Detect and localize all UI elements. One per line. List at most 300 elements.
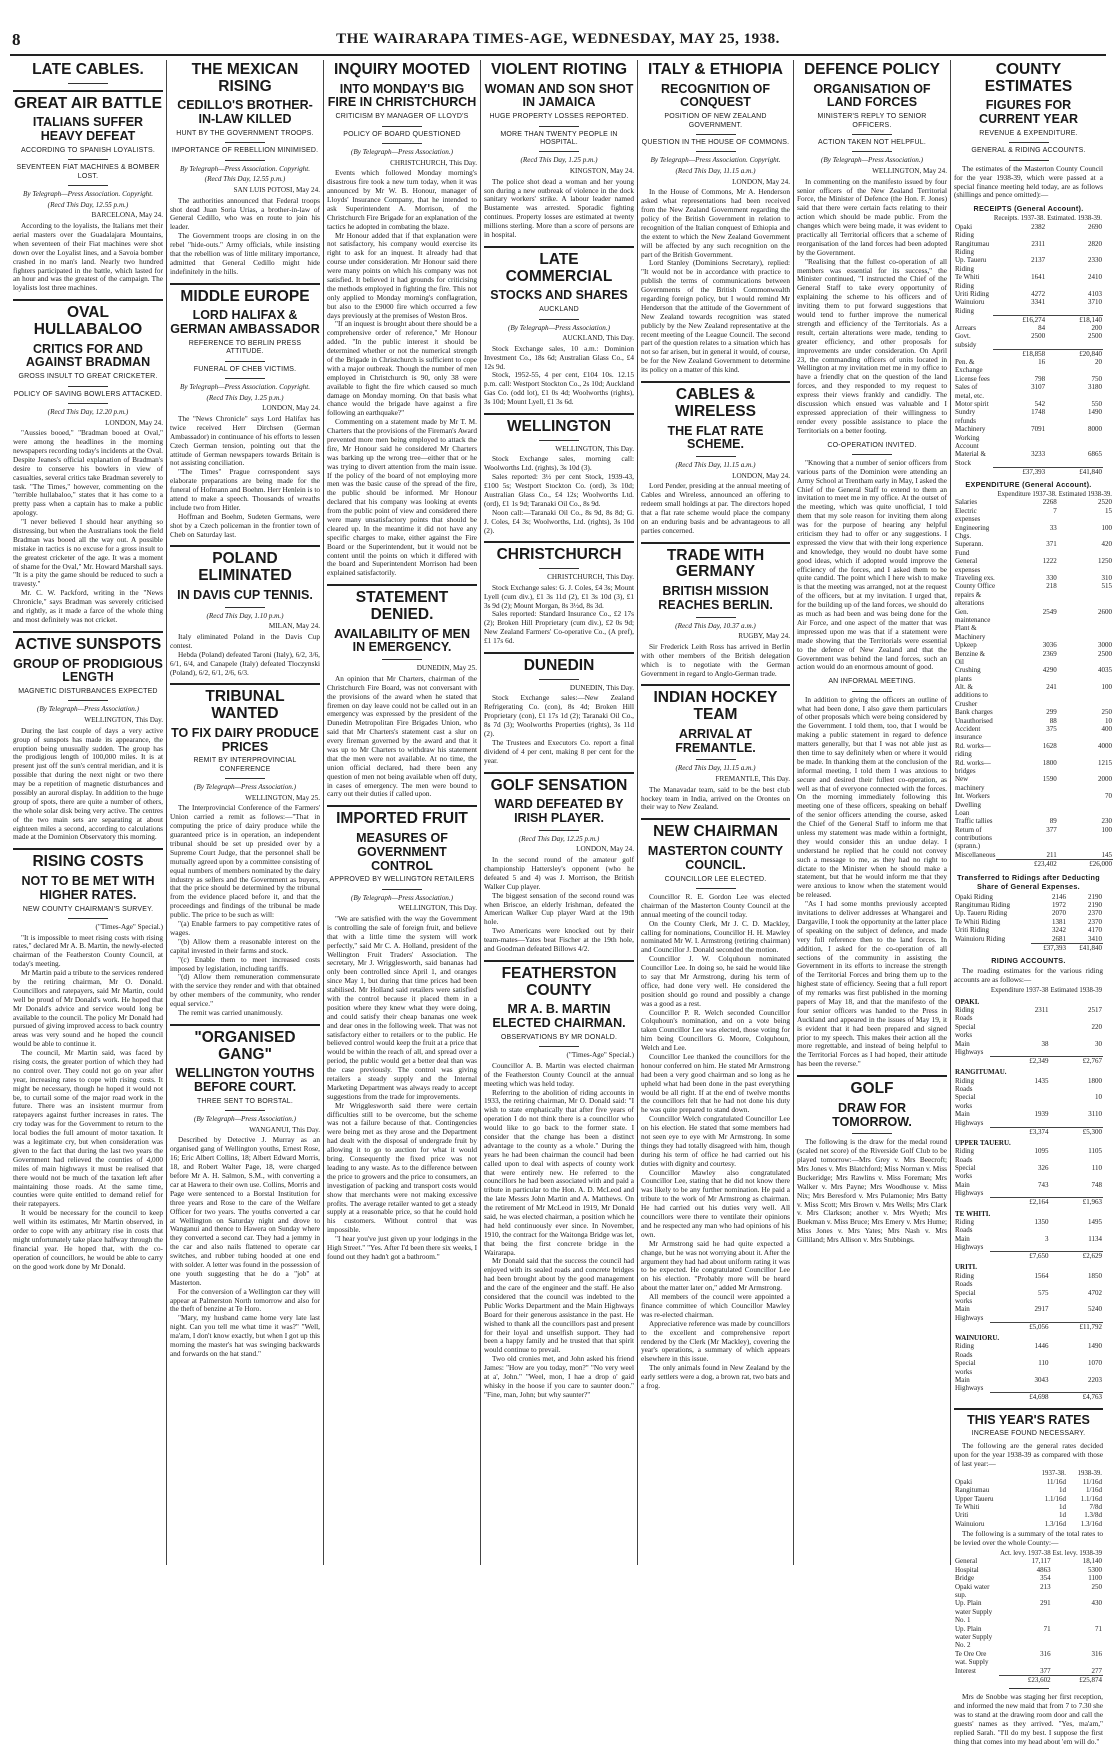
table-row [954,557,1113,574]
paragraph: It would be necessary for the council to keep well within its estimates, Mr Martin observed, in order to cope with any arbitrary rise in costs that might unfortunately take place halfway through the financial year. He hoped that, with the co-operation of councillors, he would be able to carry on the good work done by Mr Donald. [13,1208,163,1271]
article-separator [641,684,790,686]
table-cell: 1972 [1052,901,1066,910]
paragraph: The authorities announced that Federal troops shot dead Juan Soria Urias, a brother-in-law of General Cedillo, who was en route to join his leader. [170,195,320,232]
dateline: By Telegraph—Press Association. Copyright. [22,190,154,199]
table-cell: Main Highways [955,1234,984,1252]
paragraph: Stock Exchange sales, 10 a.m.: Dominion Investment Co., 18s 6d; Australian Glass Co., £4 12s 9d. [484,343,634,371]
subhead: MEASURES OF GOVERNMENT CONTROL [356,831,448,873]
table-cell: 3110 [1088,1110,1102,1119]
table-row [954,1218,1103,1235]
paragraph: Lord Pender, presiding at the annual meeting of Cables and Wireless, announced an offering to redeem small holdings at par. The directors hoped that a flat rate scheme would place the company on an enduring basis and be advantageous to all parties concerned. [641,481,790,535]
table-cell: 4035 [1097,666,1112,675]
divider [68,386,108,387]
subhead: APPROVED BY WELLINGTON RETAILERS [329,876,475,884]
divider [382,889,422,890]
dateline: DUNEDIN, May 25. [416,664,477,673]
table-cell [954,860,996,869]
table-cell: £18,858 [993,349,1046,358]
table-cell: 310 [1101,573,1112,582]
table-cell: 30 [1095,1039,1102,1048]
table-row [954,1667,1103,1676]
divider [539,440,579,441]
table-cell: 2000 [1097,775,1112,784]
table-cell: Special works [955,1164,976,1181]
table-row [954,1342,1103,1359]
table-cell: Rangitumau Riding [955,239,990,256]
table-cell: 2146 [1052,892,1066,901]
column-header: Est. levy. 1938-39 [1052,1550,1102,1558]
article [327,811,477,1261]
article [641,62,790,375]
paragraph: The roading estimates for the various riding accounts are as follows:— [954,966,1103,985]
article-separator [484,541,634,543]
article [641,548,790,679]
article-separator [484,413,634,415]
dateline: LONDON, May 24. [732,471,790,480]
riding-name: URITI. [955,1263,977,1272]
table-cell: Special works [955,1022,976,1040]
table-cell: Main Highways [955,1180,984,1198]
table-cell [996,792,1057,817]
table-cell: Sales of metal, etc. [955,383,984,400]
table-cell: 1628 [1042,741,1057,750]
subhead: POLICY OF BOARD QUESTIONED [343,130,461,138]
table-row [954,1486,1103,1494]
dateline: LONDON, May 24. [262,404,320,413]
table-cell: £2,349 [990,1056,1050,1065]
dateline: WELLINGTON, This Day. [555,444,634,453]
column-2 [166,60,323,1565]
divider [852,454,892,455]
paragraph: Councillor Mawley also congratulated Councillor Lee, stating that he did not know there was likely to be any further nomination. He paid a tribute to the work of Mr Armstrong as chairman. He had carried out his duties very well. All councillors were there to ventilate their opinions and he respected any man who had opinions of his own. [641,1167,790,1239]
paragraph: Mr Donald said that the success the council had enjoyed with its sealed roads and concrete bridges had been brought about by the good management and the care of the engineer and the staff. He also considered that the council was indebted to the Public Works Department and the Main Highways Board for their generous assistance in the past. He wished to thank all the councillors past and present for their loyal and unselfish support. They had been a happy family and he trusted that that spirit would continue to prevail. [484,1256,634,1355]
article [327,62,477,578]
table-row [954,223,1103,240]
paragraph: "Mary, my husband came home very late last night. Can you tell me what time it was?" "Well, ma'am, I don't know exactly, but when I got up this morning the master's hat was swinging backwards and forwards on the hat stand." [170,1313,320,1358]
paragraph: The council, Mr Martin said, was faced by rising costs, the greater portion of which they had no control over. They could not go on year after year, increasing rates to cope with rising costs. It might be necessary, though he hoped it would not be, to curtail some of the major road work in the future. There was an insistent murmur from ratepayers against further increases in rates. The cry today was for the Government to return to the local bodies the full amount of motor taxation. It was a legitimate cry, but when consideration was given to the fact that during the last two years the Government had relieved the counties of 4,000 miles of main highways it must be realised that there would not be much of the taxation left after maintaining those roads. At the same time, counties were quite entitled to demand relief for their ratepayers. [13,1048,163,1209]
paragraph: Sales reported: Standard Insurance Co., £2 17s (2); Broken Hill Proprietary (cum div.), £2 0s 9d; New Zealand Farmers' Co-operative Co., (A pref), £1 17s 6d. [484,609,634,646]
paragraph: Mr. C. W. Packford, writing in the "News Chronicle," says Bradman was severely criticised and rightly, as it made a farce of the whole thing and most definitely was not cricket. [13,588,163,624]
masthead [10,28,1106,56]
table-cell: 2370 [1088,917,1102,926]
table-cell: Rd. works—riding [955,741,991,759]
headline: LATE COMMERCIAL [505,250,613,285]
paragraph: "It is impossible to meet rising costs with rising rates," declared Mr A. B. Martin, the newly-elected chairman of the Featherston County Council, at today's meeting. [13,932,163,969]
table-cell: 89 [1049,817,1057,826]
table-row [954,498,1113,506]
subhead: MINISTER'S REPLY TO SENIOR OFFICERS. [817,113,927,129]
paragraph: Noon call:—Taranaki Oil Co., 8s 9d, 8s 8d; G. J. Coles, £4 3s; Woolworths, Ltd. (rights), 3s 10d (2). [484,507,634,535]
table-cell: Upper Taueru [955,1494,994,1503]
table-cell: £5,300 [1049,1127,1103,1136]
divider [539,679,579,680]
dateline: WELLINGTON, This Day. [84,716,163,725]
table-cell: 17,117 [1031,1557,1051,1566]
column-header: Act. levy. 1937-38 [1000,1550,1051,1558]
table-cell [954,467,993,476]
article [13,96,163,293]
divider [539,830,579,831]
table-cell: 1381 [1052,917,1066,926]
subhead: NOT TO BE MET WITH HIGHER RATES. [21,874,155,902]
table-cell: 1250 [1097,557,1112,566]
table-row [954,1127,1103,1136]
table-cell: 3710 [1088,298,1102,307]
headline: INDIAN HOCKEY TEAM [653,689,778,724]
table-cell: 542 [1034,399,1046,408]
paragraph: Stock Exchange sales: G. J. Coles, £4 3s; Mount Lyell (cum div.), £1 3s 11d (2), £1 3s 10d (3), £1 3s 9d (2); Mount Morgan, 8s 3½d, 8s 3d. [484,582,634,610]
paragraph: According to the loyalists, the Italians met their aerial masters over the Guadalajara Mountains, when seventeen of their Fiat machines were shot down over the Loyalist lines, and a Savoia bomber crashed in no man's land. Nearly two hundred fighters participated in the battle, which lasted for an hour and was the greatest of the campaign. The loyalists lost three machines. [13,221,163,293]
table-row [954,717,1113,725]
transfers-table [954,893,1103,953]
table-cell: Opaki water sup. [955,1582,990,1600]
section-title: RECEIPTS (General Account). [973,204,1084,214]
table-cell: 316 [1040,1649,1051,1658]
table-row [954,1583,1103,1600]
dateline: (By Telegraph—Press Association.) [193,1115,297,1124]
table-cell: 1850 [1088,1271,1102,1280]
table-row [954,375,1103,383]
table-row [954,1520,1103,1528]
subhead: MORE THAN TWENTY PEOPLE IN HOSPITAL. [500,130,618,147]
divider [852,1133,892,1134]
table-cell: 33 [1049,523,1057,532]
table-row [954,901,1103,909]
table-cell: General expenses [955,557,981,574]
article [641,824,790,1391]
subhead: AVAILABILITY OF MEN IN EMERGENCY. [333,626,471,655]
table-row [954,425,1103,450]
table-cell: £23,402 [996,860,1057,869]
paragraph: "If an inquest is brought about there should be a comprehensive order of reference," Mr Honour added. "In the public interest it should be determined whether or not the numerical strength of the Brigade in Christchurch is sufficient to cope with a major outbreak. Though the number of men employed in Christchurch is 90, only 38 were available to fight the fire which caused so much damage on Monday morning. On that basis what chance would the brigade have against a fire following an earthquake?" [327,319,477,418]
table-row [954,540,1113,557]
headline: THE MEXICAN RISING [191,61,299,95]
table-cell: 4702 [1088,1288,1102,1297]
table-row [954,1040,1103,1057]
table-cell: Main Highways [955,1375,984,1393]
divider [696,759,736,760]
column-header: 1938-39. [1077,1470,1102,1478]
table-row [954,1056,1103,1065]
table-row [954,1650,1103,1667]
table-cell: Opaki Riding [955,222,975,240]
table-cell: £37,393 [1031,944,1067,953]
table-cell: 330 [1046,573,1057,582]
subhead: AN INFORMAL MEETING. [828,678,916,686]
subhead: THE FLAT RATE SCHEME. [667,423,764,452]
table-cell: Main Highways [955,1305,984,1322]
paragraph: Mr Martin paid a tribute to the services rendered by the retiring chairman, Mr O. Donald. Councillors and ratepayers, said Mr Martin, could well be proud of Mr Donald's work. He hoped that Mr Donald's advice and service would long be available to the council. The policy Mr Donald had pursued of giving improved access to back country areas was very sound and he hoped the council would be able to continue it. [13,968,163,1049]
paragraph: Councillor Welch congratulated Councillor Lee on his election. He stated that some members had not seen eye to eye with Mr Armstrong. In some things they had totally disagreed with him, though during his term of office he had carried out his duties with dignity and courtesy. [641,1114,790,1168]
paragraph: In the House of Commons, Mr A. Henderson asked what representations had been received from the New Zealand Government regarding the policy of the British Government in relation to recognition of the Italian conquest of Ethiopia and the extent to which the New Zealand Government will be affected by any such recognition on the part of the British Government. [641,187,790,259]
table-cell: 10 [1095,1093,1102,1102]
divider [1009,142,1049,143]
article-separator [327,805,477,807]
riding-name: WAINUIORU. [955,1333,1000,1342]
article [170,289,320,540]
table-cell: £20,840 [1046,349,1103,358]
page-number: 8 [12,30,21,49]
divider [696,456,736,457]
column-header: Estimated 1938-39 [1050,987,1102,995]
table-row [954,1359,1103,1376]
divider [68,185,108,186]
table-cell: 743 [1037,1180,1049,1189]
table-cell: 4103 [1088,289,1102,298]
table-cell: 1d [1059,1511,1066,1520]
table-cell: £1,963 [1049,1198,1103,1207]
table-row [954,1272,1103,1289]
table-cell: 2370 [1088,909,1102,918]
dateline: (Recd This Day, 10.37 a.m.) [675,621,756,630]
table-cell: £37,393 [993,467,1046,476]
table-cell: 1100 [1088,1574,1102,1583]
dateline: (Recd This Day, 1.25 p.m.) [206,393,284,402]
subhead: BRITISH MISSION REACHES BERLIN. [658,584,773,612]
table-cell: 2917 [1034,1305,1049,1314]
article-separator [484,772,634,774]
table-row [954,332,1103,349]
table-row [954,358,1103,375]
subhead: INTO MONDAY'S BIG FIRE IN CHRISTCHURCH [327,81,477,110]
table-cell: Bank charges [955,708,993,717]
headline: CHRISTCHURCH [496,546,622,564]
divider [852,691,892,692]
paragraph: "(d) Allow them remuneration commensurate with the service they render and with that obtained by other members of the community, who render equal service." [170,972,320,1009]
paragraph: The estimates of the Masterton County Council for the year 1938-39, which were passed at a special finance meeting held today, are as follows (shillings and pence omitted):— [954,163,1103,200]
expenditure-table [954,491,1113,869]
table-cell: 3233 [1031,450,1046,459]
headline: TRADE WITH GERMANY [666,546,765,581]
table-cell: 400 [1101,725,1112,734]
headline: INQUIRY MOOTED [333,61,471,78]
riding-name: RANGITUMAU. [955,1068,1007,1077]
table-row [954,725,1113,742]
paragraph: In the second round of the amateur golf championship Hattersley's opponent (who he defeated 5 and 4) was J. Morrison, the British Walker Cup player. [484,855,634,891]
table-cell: 250 [1091,1582,1102,1591]
column-5 [637,60,793,1565]
table-cell: 2137 [1031,256,1046,265]
table-cell: Hospital [955,1565,979,1574]
table-cell: 798 [1034,374,1046,383]
divider [68,700,108,701]
table-cell: 200 [1091,323,1102,332]
table-cell: £41,840 [1067,944,1103,953]
dateline: (Recd This Day, 12.55 p.m.) [204,175,286,184]
headline: DUNEDIN [523,657,595,675]
article-separator [13,90,163,92]
column-header: Expenditure 1937-38 [990,987,1049,995]
table-cell: £7,650 [990,1251,1050,1260]
table-cell: Wainuioru [955,1519,985,1528]
table-cell: Up. Plain water Supply No. 1 [955,1599,993,1625]
table-row [954,1110,1103,1127]
riding-accounts-table [954,987,1103,1401]
table-cell: 11/16d [1082,1477,1102,1486]
paragraph: An opinion that Mr Charters, chairman of the Christchurch Fire Board, was not conversant with the provisions of the award when he stated that firemen on day leave could not be called out in an emergency was expressed by the president of the Dunedin Metropolitan Fire Brigades Union, who said that Mr Charters's statement cast a slur on every fireman governed by the award and that it was up to Mr Charters to withdraw his statement that the men were not available. At no time, the union official declared, had there been any question of men not being available when off duty, in cases of emergency. The men were bound to carry out their duties if called upon. [327,673,477,799]
table-row [954,893,1103,901]
article [484,658,634,766]
table-cell: Interest [955,1666,976,1675]
table-row [954,290,1103,298]
table-cell: Uriti Riding [955,926,990,935]
article-separator [13,631,163,633]
table-row [954,759,1113,776]
paragraph: "The Times" Prague correspondent says elaborate preparations are being made for the funeral of Hofmann and Boehm. Herr Henlein is to attend to make a speech. Thousands of wreaths include two from Hitler. [170,467,320,512]
table-cell: Up. Taueru Riding [955,909,1008,918]
table-row [954,826,1113,851]
table-cell: 748 [1091,1180,1102,1189]
table-cell: 8000 [1088,425,1102,434]
table-cell: Up. Plain water Supply No. 2 [955,1624,993,1650]
table-row [954,240,1103,257]
subhead: WELLINGTON YOUTHS BEFORE COURT. [175,1066,315,1095]
table-cell: 110 [1091,1164,1102,1173]
table-cell: 110 [1038,1359,1049,1368]
divider [225,378,265,379]
table-cell: Riding Roads [955,1147,975,1164]
table-cell: 4272 [1031,289,1046,298]
column-7 [950,60,1112,1746]
dateline: RUGBY, May 24. [738,632,790,641]
dateline: (Recd This Day, 1.25 p.m.) [520,156,598,165]
table-cell: 100 [1101,523,1112,532]
table-row [954,775,1113,792]
table-cell: 7/8d [1089,1503,1102,1512]
headline: RISING COSTS [32,853,144,871]
subhead: HUGE PROPERTY LOSSES REPORTED. [489,113,629,121]
table-cell: 3043 [1034,1375,1049,1384]
table-cell: Salaries [955,498,978,507]
table-cell: Riding Roads [955,1217,975,1235]
paragraph: Stock Exchange sales:—New Zealand Refrigerating Co. (con), 8s 4d; Broken Hill Proprietary (con), £1 17s 1d (2); Taranaki Oil Co., 8s 7d (3); Woolworths Properties (rights), 3s 11d (2). [484,693,634,738]
article-separator [641,542,790,544]
table-cell: £4,763 [1049,1393,1103,1402]
paragraph: "(c) Enable them to meet increased costs imposed by legislation, including tariffs. [170,954,320,973]
paragraph: Events which followed Monday morning's disastrous fire took a new turn today, when it was announced by Mr W. B. Honour, manager of Lloyds' Insurance Company, that he intended to ask Superintendent A. Morrison, of the Christchurch Fire Brigade for an explanation of the tactics he adopted in combating the blaze. [327,168,477,231]
table-cell: Opaki Riding [955,892,993,901]
divider [225,361,265,362]
table-cell: 2268 [1042,498,1057,507]
table-cell: 299 [1046,708,1057,717]
column-header: Estimated. 1938-39. [1047,215,1102,223]
table-cell: 1939 [1034,1110,1049,1119]
subhead: POSITION OF NEW ZEALAND GOVERNMENT. [664,113,767,129]
table-cell: 277 [1091,1666,1102,1675]
headline: LATE CABLES. [32,61,144,78]
table-cell: £41,840 [1046,467,1103,476]
table-row [954,1322,1103,1331]
subhead: FUNERAL OF CHEB VICTIMS. [193,365,297,373]
table-cell: Riding Roads [955,1076,975,1094]
table-cell: 2190 [1088,892,1102,901]
article-separator [484,246,634,248]
riding-name-row [954,1331,1103,1342]
dateline: WANGANUI, This Day. [249,1125,320,1134]
paragraph: Mrs de Snobbe was staging her first reception, and informed the new maid that from 7 to 7.30 she was to stand at the drawing room door and call the guests' names as they arrived. "Yes, ma'am," replied Sarah. "I'll do my best. I suppose the first thing that comes into my head about 'em will do." [954,1692,1103,1746]
table-cell: Rangitumau [955,1486,990,1495]
table-cell: 100 [1101,825,1112,834]
table-row [954,1093,1103,1110]
headline: MIDDLE EUROPE [180,287,310,305]
table-row [954,524,1113,541]
table-cell: Machinery Working Account [955,425,986,450]
table-row [954,400,1103,408]
table-cell: 70 [1104,792,1112,801]
subhead: MR A. B. MARTIN ELECTED CHAIRMAN. [492,1002,626,1031]
riding-name-row [954,1065,1103,1076]
paragraph: Mr Armstrong said he had quite expected a change, but he was not worrying about it. After the argument they had had about uniform rating it was to be expected. He congratulated Councillor Lee on his election. "Probably more will be heard about the matter later on," added Mr Armstrong. [641,1238,790,1293]
subhead: IN DAVIS CUP TENNIS. [177,587,313,602]
dateline: (By Telegraph—Press Association.) [507,323,611,332]
table-cell: 2203 [1088,1375,1102,1384]
column-header: Estimated 1938-39. [1058,491,1112,498]
dateline: (Recd This Day, 11.15 a.m.) [675,764,756,773]
headline: "ORGANISED GANG" [194,1028,296,1063]
table-row [954,1574,1103,1582]
table-cell: 2382 [1031,222,1046,231]
subhead: MAGNETIC DISTURBANCES EXPECTED [18,688,158,696]
headline: STATEMENT DENIED. [355,589,449,623]
table-cell: 1.3/8d [1084,1511,1102,1520]
table-cell: Crushing plants [955,666,981,683]
table-cell [954,1322,990,1331]
article-separator [170,283,320,285]
table-cell: 1641 [1031,273,1046,282]
table-cell: £2,767 [1049,1056,1103,1065]
paragraph: Councillor R. E. Gordon Lee was elected chairman of the Masterton County Council at the annual meeting of the council today. [641,891,790,919]
table-cell: Unauthorised [955,716,993,725]
paragraph: The Government troops are closing in on the rebel "hide-outs." Army officials, while insisting that the rebellion was of little military importance, admitted that General Cedillo might hide indefinitely in the hills. [170,231,320,276]
divider [539,126,579,127]
table-row [954,315,1103,324]
table-cell: 145 [1101,850,1112,859]
article-separator [170,683,320,685]
dateline: (Recd This Day, 12.20 p.m.) [47,407,129,416]
riding-name: OPAKI. [955,997,980,1006]
table-cell [954,315,993,324]
headline: IMPORTED FRUIT [336,810,468,828]
table-cell: 2517 [1088,1006,1102,1015]
table-cell: Alt. & additions to Crusher [955,683,988,708]
divider [539,568,579,569]
table-cell: Electric expenses [955,506,981,524]
table-cell: 377 [1046,825,1057,834]
table-cell: £25,874 [1052,1675,1103,1684]
paragraph: The only animals found in New Zealand by the early settlers were a dog, a brown rat, two bats and a frog. [641,1363,790,1390]
table-cell: 1495 [1088,1217,1102,1226]
article [797,678,947,1069]
article [13,854,163,1271]
table-row [954,1393,1103,1402]
paragraph: The Interprovincial Conference of the Farmers' Union carried a remit as follows:—"That in computing the price of dairy produce while the guaranteed price is in operation, an independent tribunal should be set up presided over by a Supreme Court Judge, that the personnel shall be mutually agreed upon by a committee consisting of equal numbers of members nominated by the dairy industry as sellers and the Government as buyers, that the price should be determined by the tribunal from the evidence placed before it, and that the proceedings and findings of the tribunal be made public. The price to be such as will: [170,803,320,920]
paragraph: The biggest sensation of the second round was when Briscoe, an elderly Irishman, defeated the American Walker Cup player Ward at the 19th hole. [484,890,634,927]
table-cell: 3000 [1097,641,1112,650]
headline: ITALY & ETHIOPIA [648,61,783,78]
table-row [954,817,1113,825]
paragraph: "I hear you've just given up your lodgings in the High Street." "Yes. After I'd been there six weeks, I found out they hadn't got a bathroom." [327,1234,478,1261]
table-cell: 20 [1095,358,1102,367]
headline: THIS YEAR'S RATES [967,1412,1090,1427]
table-cell: 550 [1091,399,1102,408]
table-cell: 377 [1040,1666,1051,1675]
table-row [954,324,1103,332]
table-cell: Return of contributions (sprann.) [955,825,992,851]
table-cell: 1.1/16d [1080,1494,1102,1503]
headline: ACTIVE SUNSPOTS [14,635,162,653]
table-cell: 2410 [1088,273,1102,282]
article [170,62,320,277]
